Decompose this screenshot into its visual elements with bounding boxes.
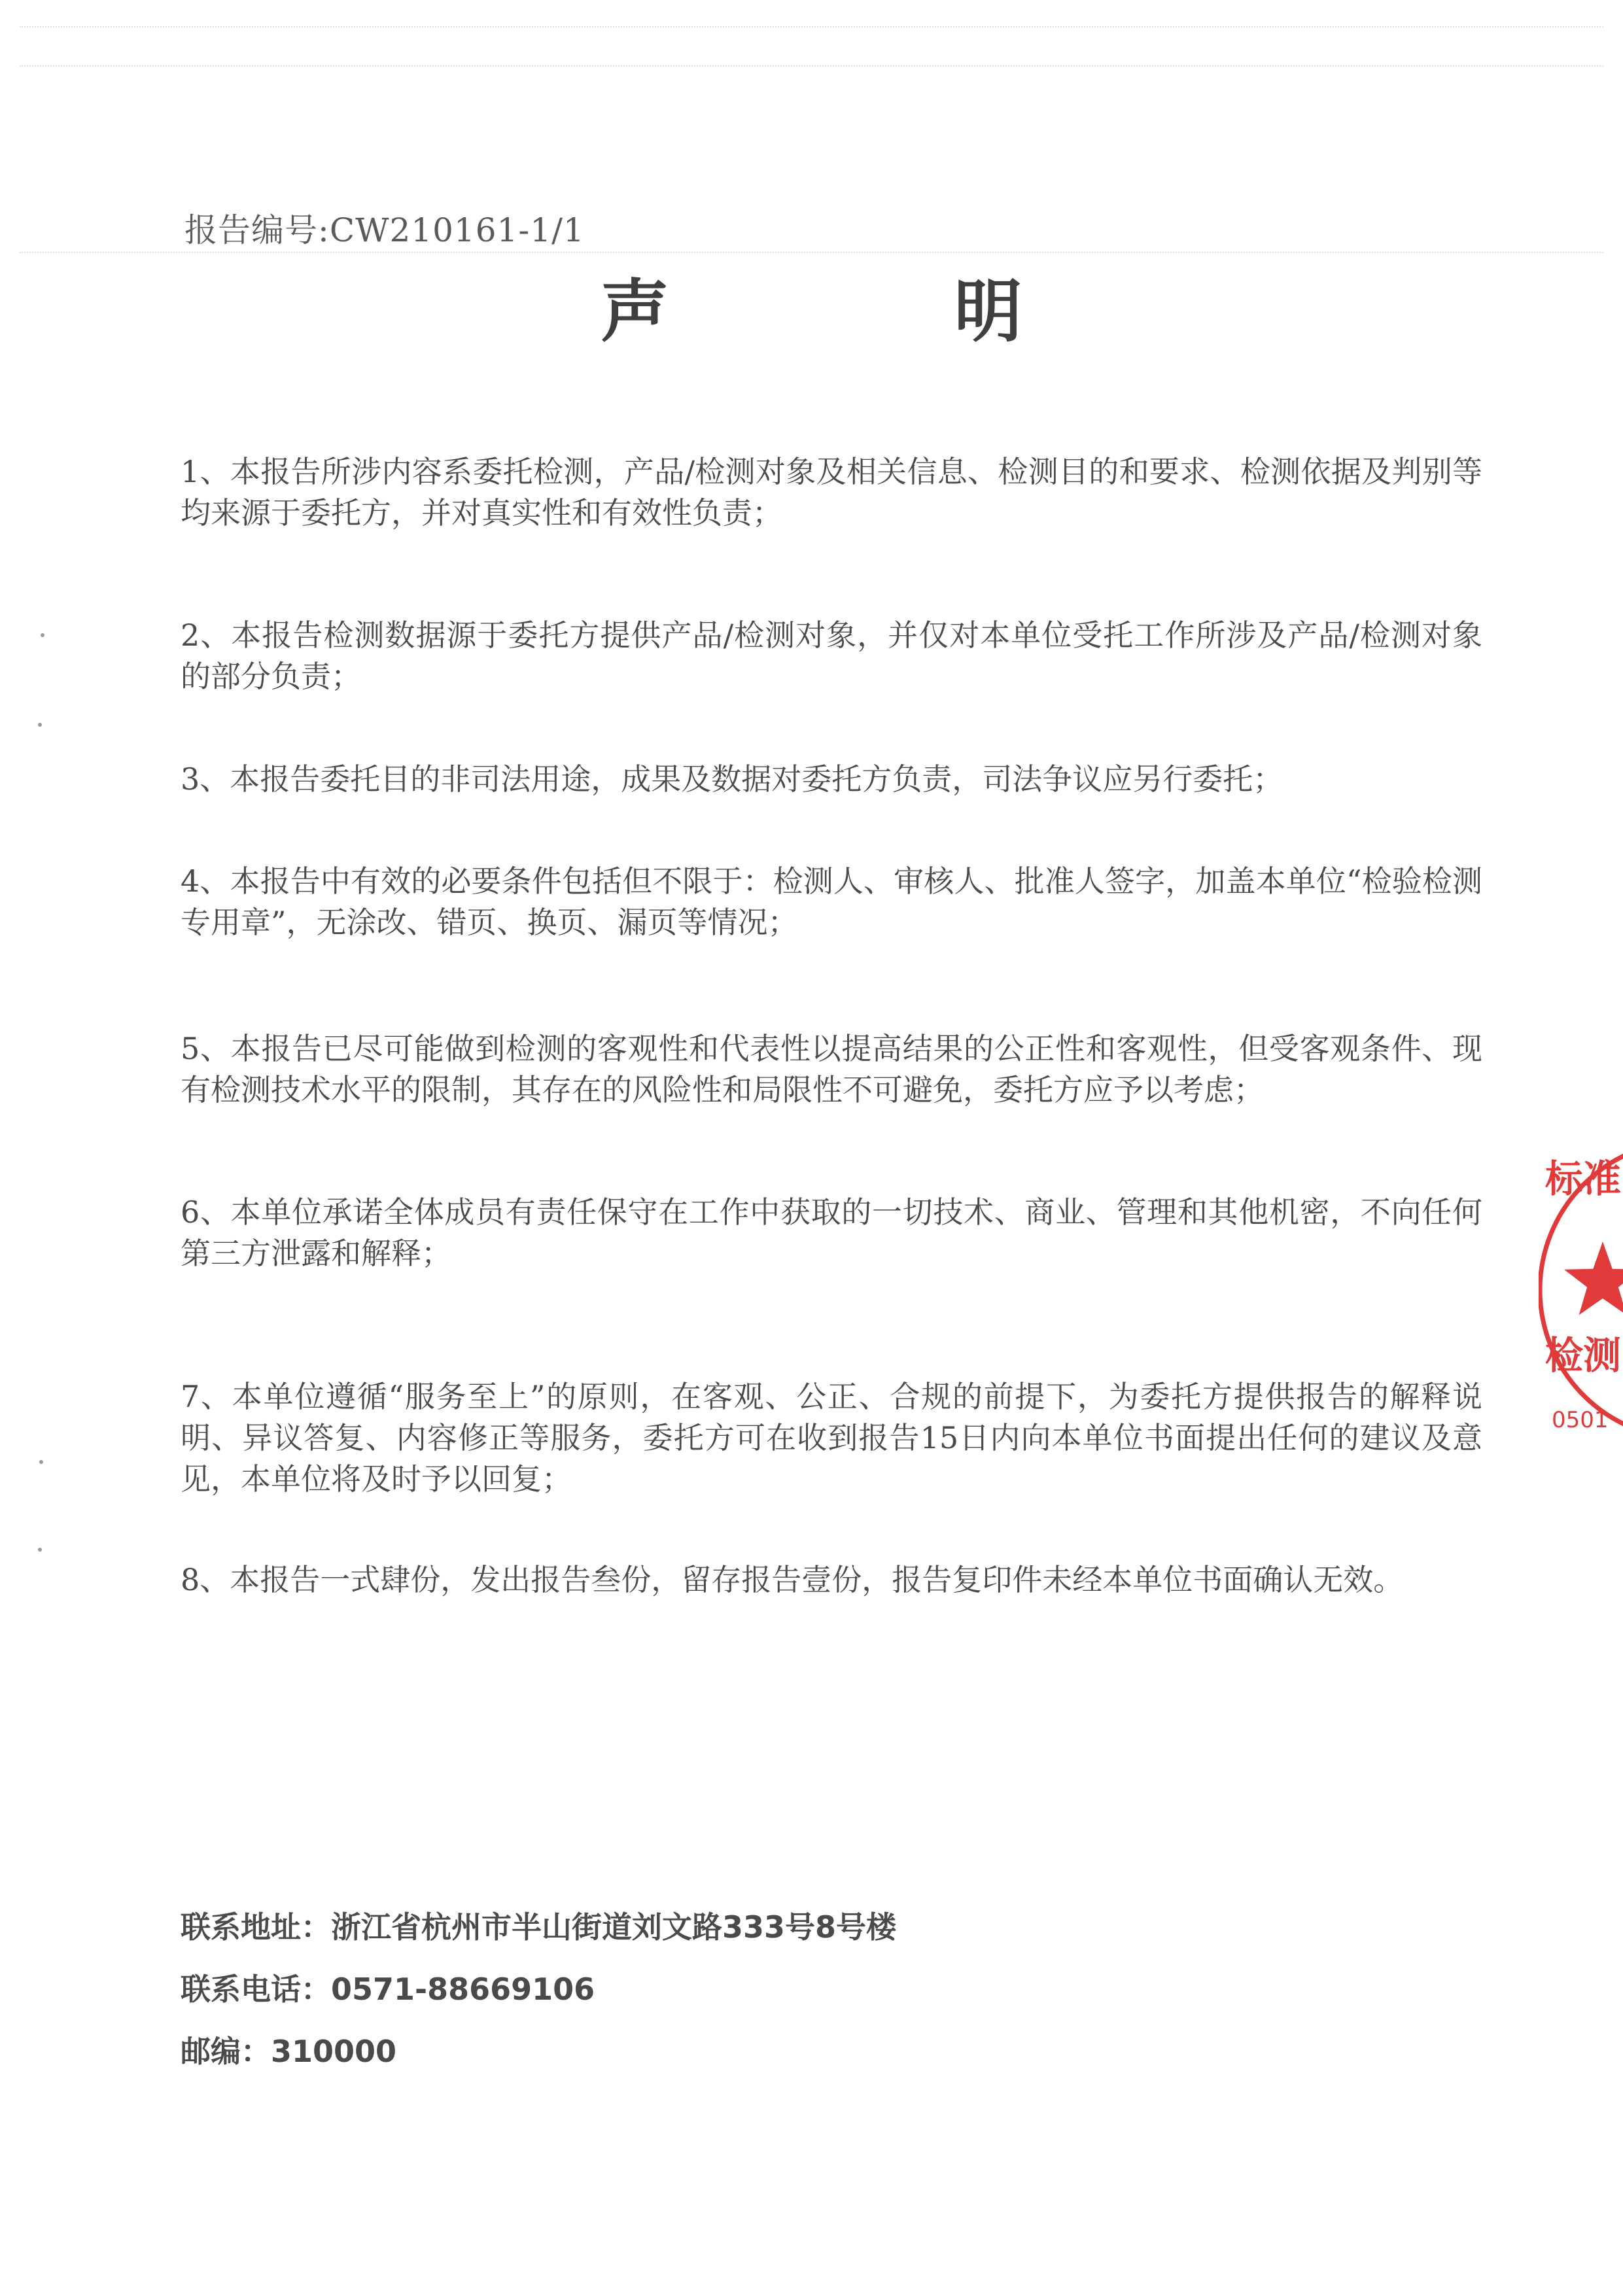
scan-artifact-line	[20, 252, 1603, 253]
clause-2: 2、本报告检测数据源于委托方提供产品/检测对象，并仅对本单位受托工作所涉及产品/检测对象的部分负责；	[181, 617, 1482, 694]
contact-postcode-value: 310000	[271, 2034, 397, 2069]
scan-speck	[41, 633, 44, 637]
official-seal	[1539, 1126, 1623, 1453]
contact-address	[181, 1904, 896, 1947]
clause-1: 1、本报告所涉内容系委托检测，产品/检测对象及相关信息、检测目的和要求、检测依据及判别等均来源于委托方，并对真实性和有效性负责；	[181, 454, 1482, 531]
clause-5: 5、本报告已尽可能做到检测的客观性和代表性以提高结果的公正性和客观性，但受客观条件、现有检测技术水平的限制，其存在的风险性和局限性不可避免，委托方应予以考虑；	[181, 1031, 1482, 1107]
page-title: 声 明	[601, 271, 1153, 351]
scan-speck	[38, 1548, 42, 1552]
contact-address-label: 联系地址：	[181, 1909, 331, 1945]
contact-postcode-label: 邮编：	[181, 2034, 271, 2069]
seal-graphic	[1539, 1126, 1623, 1453]
contact-phone-label: 联系电话：	[181, 1972, 331, 2007]
clause-8: 8、本报告一式肆份，发出报告叁份，留存报告壹份，报告复印件未经本单位书面确认无效。	[181, 1562, 1404, 1597]
clause-3: 3、本报告委托目的非司法用途，成果及数据对委托方负责，司法争议应另行委托；	[181, 761, 1283, 797]
seal-text-bottom: 检测	[1545, 1333, 1622, 1378]
clause-7: 7、本单位遵循“服务至上”的原则，在客观、公正、合规的前提下，为委托方提供报告的解释说明、异议答复、内容修正等服务，委托方可在收到报告15日内向本单位书面提出任何的建议及意见，本单位将及时予以回复；	[181, 1379, 1482, 1497]
scan-artifact-line	[20, 26, 1603, 27]
report-number: 报告编号:CW210161-1/1	[184, 211, 585, 249]
contact-address-value: 浙江省杭州市半山街道刘文路333号8号楼	[331, 1909, 897, 1945]
contact-postcode	[181, 2028, 396, 2071]
contact-phone-value: 0571-88669106	[331, 1972, 595, 2007]
seal-text-top: 标准	[1545, 1157, 1622, 1201]
scan-speck	[38, 723, 42, 727]
contact-phone	[181, 1966, 595, 2009]
seal-star-icon	[1564, 1242, 1623, 1315]
clause-6: 6、本单位承诺全体成员有责任保守在工作中获取的一切技术、商业、管理和其他机密，不向任何第三方泄露和解释；	[181, 1194, 1482, 1271]
scan-speck	[39, 1460, 43, 1464]
scan-artifact-line	[20, 65, 1603, 67]
clause-4: 4、本报告中有效的必要条件包括但不限于：检测人、审核人、批准人签字，加盖本单位“检验检测专用章”，无涂改、错页、换页、漏页等情况；	[181, 863, 1482, 940]
seal-number: 0501	[1552, 1407, 1609, 1433]
